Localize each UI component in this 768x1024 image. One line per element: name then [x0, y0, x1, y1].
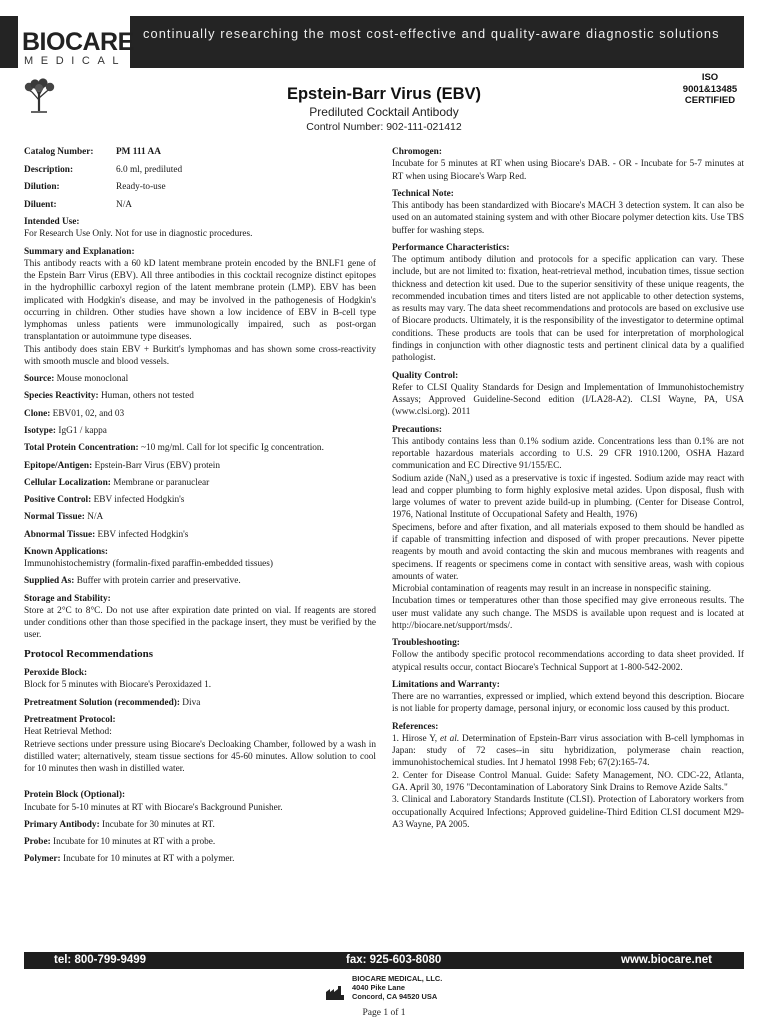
probe-value: Incubate for 10 minutes at RT with a probe.	[53, 837, 216, 848]
isotype-row	[24, 425, 376, 437]
description-value: 6.0 ml, prediluted	[116, 164, 183, 175]
troubleshooting-text: Follow the antibody specific protocol recommendations according to data sheet provided. If atypical results occur, contact Biocare's Technical Support at 1-800-542-2002.	[392, 650, 744, 673]
control-number-label: Control Number:	[306, 121, 384, 133]
primary-antibody-row	[24, 819, 376, 831]
storage-text: Store at 2°C to 8°C. Do not use after expiration date printed on vial. If reagents are stored under conditions other than those specified in the package insert, they must be verified by the user.	[24, 605, 376, 641]
source-row	[24, 373, 376, 385]
tagline: continually researching the most cost-effective and quality-aware diagnostic solutions	[143, 26, 720, 41]
peroxide-block-section	[24, 667, 376, 692]
precautions-paragraph: Sodium azide (NaN$_3$) used as a preservative is toxic if ingested. Sodium azide may react with lead and copper plumbing to form highly explosive metal azides. Upon disposal, flush with large volumes of water to prevent azide build-up in plumbing. (Center for Disease Control, 1976, National Institute of Occupational Safety and Health, 1976)	[392, 473, 744, 521]
epitope-row	[24, 460, 376, 472]
diluent-row	[24, 199, 376, 217]
left-column	[24, 146, 376, 871]
summary-section	[24, 246, 376, 369]
species-row	[24, 390, 376, 402]
diluent-label: Diluent:	[24, 199, 57, 210]
protein-concentration-value: ~10 mg/ml. Call for lot specific Ig concentration.	[140, 443, 324, 454]
fax-number: fax: 925-603-8080	[346, 954, 442, 966]
polymer-row	[24, 853, 376, 865]
precautions-section	[392, 424, 744, 633]
summary-heading: Summary and Explanation:	[24, 246, 135, 257]
troubleshooting-section	[392, 637, 744, 674]
normal-tissue-value: N/A	[87, 512, 104, 523]
probe-row	[24, 836, 376, 848]
catalog-number-row	[24, 146, 376, 164]
known-applications-heading: Known Applications:	[24, 546, 108, 557]
logo-wordmark: BIOCARE	[22, 28, 134, 56]
positive-control-value: EBV infected Hodgkin's	[93, 495, 185, 506]
logo-subwordmark: MEDICAL	[24, 55, 127, 67]
document-subtitle: Prediluted Cocktail Antibody	[309, 105, 459, 119]
reference-item: 3. Clinical and Laboratory Standards Institute (CLSI). Protection of Laboratory workers from occupationally Acquired Infections; Approved guideline-Third Edition CLSI document M29-A3 Wayne, PA 2005.	[392, 795, 744, 830]
performance-heading: Performance Characteristics:	[392, 242, 510, 253]
polymer-label: Polymer:	[24, 854, 61, 865]
iso-line: 9001&13485	[682, 83, 738, 95]
cellular-localization-label: Cellular Localization:	[24, 477, 111, 488]
pretreatment-solution-label: Pretreatment Solution (recommended):	[24, 697, 180, 708]
pretreatment-solution-value: Diva	[182, 697, 201, 708]
heat-retrieval-label: Heat Retrieval Method:	[24, 727, 112, 738]
address-line: BIOCARE MEDICAL, LLC.	[352, 974, 443, 983]
peroxide-block-heading: Peroxide Block:	[24, 668, 88, 679]
storage-heading: Storage and Stability:	[24, 593, 111, 604]
summary-text-2: This antibody does stain EBV + Burkitt's lymphomas and has shown some cross-reactivity with smooth muscle and blood vessels.	[24, 344, 376, 367]
description-label: Description:	[24, 164, 74, 175]
precautions-paragraph: Microbial contamination of reagents may result in an increase in nonspecific staining.	[392, 584, 712, 595]
control-number	[0, 121, 768, 135]
probe-label: Probe:	[24, 837, 51, 848]
positive-control-row	[24, 494, 376, 506]
clone-row	[24, 408, 376, 420]
quality-control-heading: Quality Control:	[392, 370, 459, 381]
quality-control-section	[392, 370, 744, 419]
address-line: Concord, CA 94520 USA	[352, 991, 438, 1001]
protein-block-heading: Protein Block (Optional):	[24, 790, 126, 801]
limitations-text: There are no warranties, expressed or implied, which extend beyond this description. Biocare is not liable for property damage, personal injury, or economic loss caused by this product.	[392, 692, 744, 715]
cellular-localization-value: Membrane or paranuclear	[113, 477, 210, 488]
epitope-value: Epstein-Barr Virus (EBV) protein	[94, 460, 221, 471]
peroxide-block-text: Block for 5 minutes with Biocare's Peroxidazed 1.	[24, 680, 212, 691]
chromogen-text: Incubate for 5 minutes at RT when using Biocare's DAB. - OR - Incubate for 5-7 minutes at RT when using Biocare's Warp Red.	[392, 159, 744, 182]
reference-item: 2. Center for Disease Control Manual. Guide: Safety Management, NO. CDC-22, Atlanta, GA. April 30, 1976 "Decontamination of Laboratory Sink Drains to Remove Azide Salts."	[392, 770, 744, 794]
precautions-paragraph: This antibody contains less than 0.1% sodium azide. Concentrations less than 0.1% are not reportable hazardous materials according to U.S. 29 CFR 1910.1200, OSHA Hazard communication and EC Directive 91/155/EC.	[392, 436, 744, 472]
page-number: Page 1 of 1	[362, 1008, 406, 1018]
clone-value: EBV01, 02, and 03	[52, 408, 125, 419]
isotype-label: Isotype:	[24, 425, 57, 436]
control-number-value: 902-111-021412	[386, 121, 462, 133]
supplied-as-row	[24, 575, 376, 587]
catalog-number-value: PM 111 AA	[116, 147, 161, 157]
protocol-heading: Protocol Recommendations	[24, 647, 154, 660]
pretreatment-protocol-section	[24, 714, 376, 775]
performance-section	[392, 242, 744, 365]
technical-note-heading: Technical Note:	[392, 188, 454, 199]
quality-control-text: Refer to CLSI Quality Standards for Design and Implementation of Immunohistochemistry Assays; Approved Guideline-Second edition (I/LA28-A2). CLSI Wayne, PA, USA (www.clsi.org). 2011	[392, 382, 744, 418]
normal-tissue-row	[24, 511, 376, 523]
technical-note-text: This antibody has been standardized with Biocare's MACH 3 detection system. It can also be used on an automated staining system and with other Biocare polymer detection kits. Use TBS buffer for washing steps.	[392, 201, 744, 236]
limitations-section	[392, 679, 744, 716]
factory-icon	[326, 986, 344, 1000]
dilution-row	[24, 181, 376, 199]
cellular-localization-row	[24, 477, 376, 489]
catalog-number-label: Catalog Number:	[24, 147, 94, 157]
website-link[interactable]: www.biocare.net	[621, 954, 712, 966]
source-label: Source:	[24, 374, 55, 385]
supplied-as-value: Buffer with protein carrier and preservative.	[76, 576, 241, 587]
normal-tissue-label: Normal Tissue:	[24, 512, 85, 523]
pretreatment-protocol-text: Retrieve sections under pressure using Biocare's Decloaking Chamber, followed by a wash in distilled water; alternatively, steam tissue sections for 45-60 minutes. Allow solution to cool for 10 minutes then wash in distilled water.	[24, 739, 376, 775]
source-value: Mouse monoclonal	[56, 374, 129, 385]
dilution-label: Dilution:	[24, 182, 60, 192]
storage-section	[24, 593, 376, 642]
address-line: 4040 Pike Lane	[352, 982, 406, 992]
performance-text: The optimum antibody dilution and protocols for a specific application can vary. These include, but are not limited to: fixation, heat-retrieval method, incubation times, tissue section thickness and detection kit used. Due to the superior sensitivity of these unique reagents, the recommended incubation times and titers listed are not applicable to other detection systems, as results may vary. The data sheet recommendations and protocols are based on exclusive use of Biocare products. Ultimately, it is the responsibility of the investigator to determine optimal conditions. These products are tools that can be used for interpretation of morphological findings in conjunction with other diagnostic tests and pertinent clinical data by a qualified pathologist.	[392, 255, 744, 364]
primary-antibody-label: Primary Antibody:	[24, 819, 100, 830]
dilution-value: Ready-to-use	[116, 182, 166, 192]
iso-line: ISO	[701, 72, 719, 83]
phone-number: tel: 800-799-9499	[54, 954, 147, 966]
protein-block-section	[24, 789, 376, 814]
isotype-value: IgG1 / kappa	[58, 425, 107, 436]
right-column	[392, 146, 744, 836]
precautions-paragraph: Specimens, before and after fixation, and all materials exposed to them should be handled as if capable of transmitting infection and disposed of with proper precautions. Never pipette reagents by mouth and avoid contacting the skin and mucous membranes with reagents and specimens. If reagents or specimens come in contact with sensitive areas, wash with copious amounts of water.	[392, 522, 744, 582]
summary-text: This antibody reacts with a 60 kD latent membrane protein encoded by the BNLF1 gene of the Epstein Barr Virus (EBV). All three antibodies in this cocktail recognize distinct epitopes in the hydrophillic carboxyl region of the latent membrane protein (LMP). EBV has been implicated with Hodgkin's disease, and may be involved in the pathogenesis of Hodgkin's occurring in children. Other studies have shown a low incidence of EBV in B-cell type lymphomas unless patients were immunologically impaired, such as post-organ transplantation or autoimmune type diseases.	[24, 258, 376, 343]
iso-certification-badge	[672, 72, 748, 107]
protein-block-text: Incubate for 5-10 minutes at RT with Biocare's Background Punisher.	[24, 802, 283, 813]
supplied-as-label: Supplied As:	[24, 576, 75, 587]
limitations-heading: Limitations and Warranty:	[392, 679, 500, 690]
iso-line: CERTIFIED	[684, 95, 736, 107]
known-applications-text: Immunohistochemistry (formalin-fixed paraffin-embedded tissues)	[24, 559, 273, 570]
references-section	[392, 721, 744, 831]
references-heading: References:	[392, 721, 439, 732]
species-value: Human, others not tested	[100, 391, 194, 402]
description-row	[24, 164, 376, 182]
footer-band	[24, 952, 744, 969]
diluent-value: N/A	[116, 199, 133, 210]
abnormal-tissue-value: EBV infected Hodgkin's	[97, 529, 189, 540]
protein-concentration-row	[24, 442, 376, 454]
precautions-heading: Precautions:	[392, 424, 442, 435]
company-address	[352, 975, 442, 1002]
clone-label: Clone:	[24, 408, 51, 419]
abnormal-tissue-row	[24, 529, 376, 541]
species-label: Species Reactivity:	[24, 391, 99, 402]
pretreatment-protocol-heading: Pretreatment Protocol:	[24, 715, 116, 726]
precautions-paragraph: Incubation times or temperatures other than those specified may give erroneous results. The user must validate any such change. The MSDS is available upon request and is located at http://biocare.net/support/msds/.	[392, 596, 744, 631]
protein-concentration-label: Total Protein Concentration:	[24, 443, 139, 454]
primary-antibody-value: Incubate for 30 minutes at RT.	[102, 819, 215, 830]
intended-use-text: For Research Use Only. Not for use in diagnostic procedures.	[24, 229, 253, 240]
chromogen-heading: Chromogen:	[392, 147, 442, 157]
abnormal-tissue-label: Abnormal Tissue:	[24, 529, 96, 540]
document-title: Epstein-Barr Virus (EBV)	[286, 85, 482, 103]
known-applications-section	[24, 546, 376, 571]
troubleshooting-heading: Troubleshooting:	[392, 638, 460, 649]
positive-control-label: Positive Control:	[24, 495, 92, 506]
technical-note-section	[392, 188, 744, 237]
epitope-label: Epitope/Antigen:	[24, 460, 93, 471]
intended-use-heading: Intended Use:	[24, 217, 80, 227]
chromogen-section	[392, 146, 744, 183]
reference-item: 1. Hirose Y, et al. Determination of Epstein-Barr virus association with B-cell lymphomas in Japan: study of 72 cases--in situ hybridization, polymerase chain reaction, immunohistochemical studies. Int J hematol 1998 Feb; 67(2):165-74.	[392, 733, 744, 769]
pretreatment-solution-row	[24, 697, 376, 709]
intended-use-section	[24, 216, 376, 241]
polymer-value: Incubate for 10 minutes at RT with a polymer.	[62, 854, 235, 865]
